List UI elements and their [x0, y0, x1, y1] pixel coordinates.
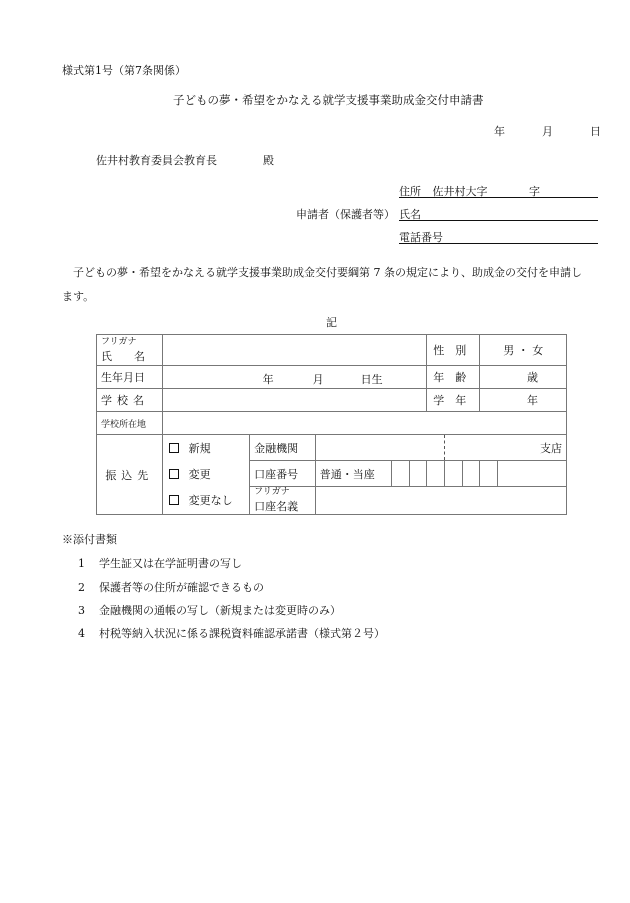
table-row — [97, 412, 567, 435]
list-item — [78, 625, 385, 641]
account-name-input[interactable] — [315, 487, 566, 515]
birth-label: 生年月日 — [97, 366, 163, 389]
option-new[interactable] — [169, 436, 246, 462]
table-row — [97, 389, 567, 412]
item-text: 保護者等の住所が確認できるもの — [99, 581, 264, 594]
checkbox-none[interactable] — [169, 495, 179, 505]
ki-label: 記 — [326, 316, 337, 329]
bank-input[interactable] — [315, 435, 444, 461]
transfer-label: 振込先 — [97, 435, 163, 515]
gender-label: 性 別 — [427, 335, 480, 366]
school-address-input[interactable] — [162, 412, 566, 435]
document-title: 子どもの夢・希望をかなえる就学支援事業助成金交付申請書 — [173, 93, 484, 107]
address-value: 佐井村大字 — [432, 185, 488, 198]
grade-unit: 年 — [527, 394, 538, 407]
list-item — [78, 579, 264, 595]
option-new-label: 新規 — [188, 441, 211, 455]
date-month: 月 — [542, 125, 553, 138]
item-text: 村税等納入状況に係る課税資料確認承諾書（様式第２号） — [99, 627, 385, 640]
transfer-options — [162, 435, 250, 515]
digit-cell[interactable] — [409, 461, 427, 487]
recipient: 佐井村教育委員会教育長 — [96, 154, 217, 167]
school-address-label: 学校所在地 — [97, 412, 163, 435]
school-label: 学校名 — [97, 389, 163, 412]
form-number: 様式第1号（第7条関係） — [62, 64, 186, 77]
attachments-heading: ※添付書類 — [62, 533, 117, 546]
digit-cell[interactable] — [444, 461, 462, 487]
item-text: 学生証又は在学証明書の写し — [99, 557, 242, 570]
address-label: 住所 — [399, 185, 421, 198]
branch-label: 支店 — [540, 441, 562, 455]
address-aza: 字 — [529, 185, 540, 198]
birth-month: 月 — [312, 373, 324, 386]
option-none-label: 変更なし — [188, 493, 233, 507]
date-day: 日 — [590, 125, 601, 138]
gender-options[interactable]: 男 ・ 女 — [480, 335, 567, 366]
name-label: 氏名 — [399, 208, 421, 221]
name-label-cell: 氏 名 — [101, 349, 145, 363]
name-line[interactable] — [399, 206, 598, 221]
name-header-cell — [97, 335, 163, 366]
table-row — [97, 435, 567, 461]
table-row — [97, 335, 567, 366]
item-number: 1 — [78, 557, 85, 570]
phone-label: 電話番号 — [399, 231, 443, 244]
checkbox-new[interactable] — [169, 443, 179, 453]
application-table — [96, 334, 567, 515]
school-input[interactable] — [162, 389, 427, 412]
digit-cell[interactable] — [427, 461, 445, 487]
grade-input[interactable] — [480, 389, 567, 412]
account-number-label: 口座番号 — [250, 461, 316, 487]
item-number: 4 — [78, 627, 85, 640]
list-item — [78, 555, 242, 571]
item-text: 金融機関の通帳の写し（新規または変更時のみ） — [99, 604, 341, 617]
option-none[interactable] — [169, 488, 246, 514]
option-change-label: 変更 — [188, 467, 211, 481]
item-number: 2 — [78, 581, 85, 594]
digit-cell[interactable] — [391, 461, 409, 487]
age-label: 年 齢 — [427, 366, 480, 389]
date-year: 年 — [494, 125, 505, 138]
grade-label: 学 年 — [427, 389, 480, 412]
age-unit: 歳 — [527, 371, 538, 384]
checkbox-change[interactable] — [169, 469, 179, 479]
account-type[interactable]: 普通・当座 — [315, 461, 391, 487]
list-item — [78, 602, 341, 618]
body-paragraph: 子どもの夢・希望をかなえる就学支援事業助成金交付要綱第 7 条の規定により、助成金の交付を申請します。 — [62, 266, 582, 303]
account-name-label: 口座名義 — [254, 500, 299, 513]
name-input[interactable] — [162, 335, 427, 366]
table-row — [97, 366, 567, 389]
age-input[interactable] — [480, 366, 567, 389]
digit-cell[interactable] — [480, 461, 498, 487]
item-number: 3 — [78, 604, 85, 617]
branch-input[interactable] — [444, 435, 566, 461]
account-name-header — [250, 487, 316, 515]
honorific: 殿 — [263, 154, 274, 167]
digit-cell[interactable] — [498, 461, 567, 487]
bank-label: 金融機関 — [250, 435, 316, 461]
applicant-label: 申請者（保護者等） — [296, 208, 395, 221]
birth-year: 年 — [262, 373, 274, 386]
phone-line[interactable] — [399, 229, 598, 244]
birth-day: 日生 — [360, 373, 383, 386]
furigana-label: フリガナ — [101, 336, 137, 347]
birth-input[interactable] — [162, 366, 427, 389]
address-line[interactable] — [399, 183, 598, 198]
option-change[interactable] — [169, 462, 246, 488]
digit-cell[interactable] — [462, 461, 480, 487]
account-name-furigana: フリガナ — [254, 487, 290, 497]
